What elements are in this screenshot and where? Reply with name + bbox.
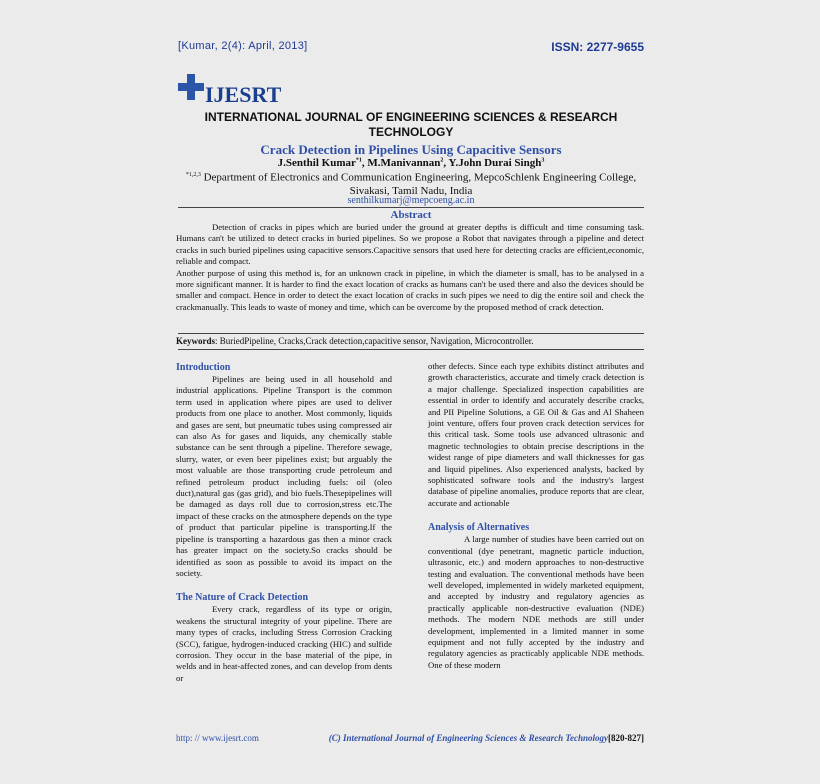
author-name: Y.John Durai Singh [448,157,542,169]
journal-name: INTERNATIONAL JOURNAL OF ENGINEERING SCIENCES & RESEARCH TECHNOLOGY [204,110,618,139]
footer-copyright [329,733,644,743]
introduction-heading: Introduction [176,362,231,373]
nature-heading: The Nature of Crack Detection [176,592,309,604]
logo-text: IJESRT [205,82,282,107]
citation-header: [Kumar, 2(4): April, 2013] [178,40,308,52]
plus-logo-icon [178,74,204,100]
keywords-label: Keywords [176,336,215,346]
analysis-text: A large number of studies have been carried out on conventional (dye penetrant, magnetic particle induction, ultrasonic, etc.) and modern approaches to non-destructive testing and evaluation. The conventional methods have been well developed, implemented in widely marketed equipment, and accepted by industry and regulatory agencies as practically applicable non-destructive evaluation (NDE) methods. The modern NDE methods are still under development, implemented in a limited manner in some equipment and not fully accepted by the industry and regulatory agencies as practicably applicable NDE methods. One of these modern [428,534,644,670]
introduction-text: Pipelines are being used in all household and industrial applications. Pipeline Transport is the common term used in application where pipes are used to deliver products from one place to another. Most commonly, liquids and gases are sent, but pneumatic tubes using compressed air can also As for gases and liquids, any chemically stable substance can be sent through a pipeline. Therefore sewage, slurry, water, or even beer pipelines exist; but arguably the most valuable are those transporting crude petroleum and refined petroleum product including fuels: oil (oleo duct),natural gas (gas grid), and bio fuels.Thesepipelines will be damaged as days roll due to corrosion,stress etc.The impact of these cracks on the atmosphere depends on the type of product that particular pipeline is transporting.If the pipeline is transporting a hazardous gas then a minor crack has greater impact on the society.So cracks should be identified as soon as possible to avoid its impact on the society. [176,374,392,578]
author-list: J.Senthil Kumar$^{*1}$, M.Manivannan$^2$, Y.John Durai Singh$^3$ [277,157,545,169]
footer-pages: [820-827] [608,733,644,743]
journal-logo [178,78,281,106]
abstract-paragraph: Detection of cracks in pipes which are buried under the ground at greater depths is difficult and time consuming task. Humans can't be utilized to detect cracks in buried pipelines. So we propose a Robot that navigates through a pipeline and detect cracks in such buried pipelines using capacitive sensors.Capacitive sensors that used here for detecting cracks are efficient,economic, reliable and compact. [176,222,644,267]
abstract-heading: Abstract [390,209,432,221]
keywords-top-rule [178,333,644,334]
affiliation-text: Department of Electronics and Communication Engineering, MepcoSchlenk Engineering College, Sivakasi, Tamil Nadu, India [203,171,637,197]
footer-copyright-text: (C) International Journal of Engineering Sciences & Research Technology [328,733,608,743]
nature-text: Every crack, regardless of its type or origin, weakens the structural integrity of your pipeline. There are many types of cracks, including Stress Corrosion Cracking (SCC), fatigue, hydrogen-induced cracking (HIC) and sulfide corrosion. They occur in the base material of the pipe, in welds and in heat-affected zones, and can develop from dents or [176,604,392,683]
issn-header: ISSN: 2277-9655 [551,40,644,54]
analysis-heading: Analysis of Alternatives [428,522,530,534]
keywords-bottom-rule [178,349,644,350]
footer-url[interactable]: http: // www.ijesrt.com [176,733,259,743]
author-name: M.Manivannan [367,157,441,169]
paper-title: Crack Detection in Pipelines Using Capacitive Sensors [260,142,562,157]
nature-text-continued: other defects. Since each type exhibits distinct attributes and growth characteristics, accurate and timely crack detection is a major challenge. Specialized inspection capabilities are essential in order to identify and accurately describe cracks, and PII Pipeline Solutions, a GE Oil & Gas and Al Shaheen joint venture, offers four proven crack detection services for this critical task. Some tools use advanced ultrasonic and magnetic technologies to obtain precise descriptions in the widest range of pipe diameters and wall thicknesses for gas and liquid pipelines. Also experienced analysts, backed by sophisticated software tools and the industry's largest database of pipeline anomalies, produce reports that are clear, accurate and actionable [428,361,644,508]
author-sup: 2 [440,157,444,164]
keywords-line [176,336,644,346]
abstract-body [176,222,644,313]
author-name: J.Senthil Kumar [277,157,356,169]
author-sup: 3 [541,157,545,164]
abstract-paragraph: Another purpose of using this method is, for an unknown crack in pipeline, in which the diameter is small, has to be analysed in a more significant manner. It is harder to find the exact location of cracks as humans can't be used there and also the devices should be smaller and compact. Hence in order to detect the exact location of cracks in such pipes we need to dig the entire soil and check the crackmanually. This leads to waste of money and time, which can be overcome by the proposed method of crack detection. [176,267,644,312]
keywords-text: : BuriedPipeline, Cracks,Crack detection,capacitive sensor, Navigation, Microcontroller. [215,336,534,346]
right-column [428,361,644,671]
author-email: senthilkumarj@mepcoeng.ac.in [347,195,475,206]
abstract-top-rule [178,207,644,208]
left-column [176,361,392,684]
affiliation-sup: *1,2,3 [185,172,201,178]
author-sup: *1 [355,157,362,164]
affiliation [178,169,644,198]
